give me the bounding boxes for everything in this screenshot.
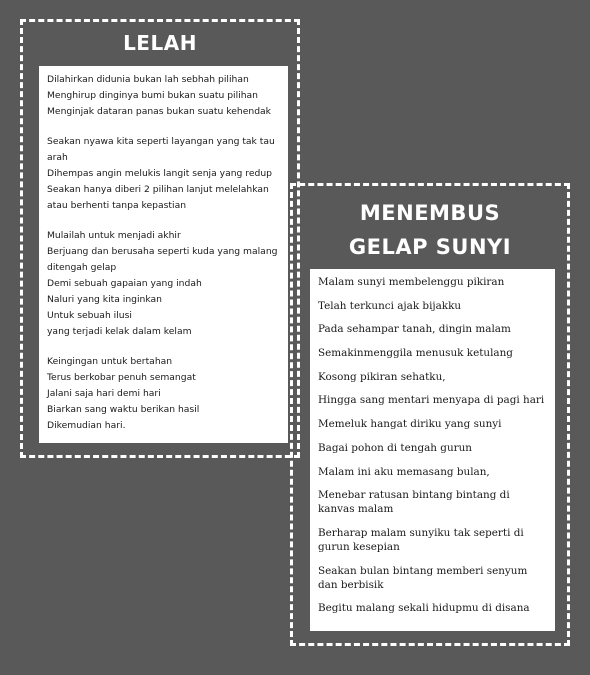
poem-line: Seakan nyawa kita seperti layangan yang tak tau arah [47,136,275,163]
poem-line: Malam sunyi membelenggu pikiran [318,276,505,288]
poem-line: Begitu malang sekali hidupmu di disana [318,602,530,615]
poem-line: Biarkan sang waktu berikan hasil [47,404,200,415]
poem-line: Seakan hanya diberi 2 pilihan lanjut melelahkan atau berhenti tanpa kepastian [47,184,269,211]
poem-line: Mulailah untuk menjadi akhir [47,230,181,241]
poem-line: Untuk sebuah ilusi [47,310,132,321]
poem-text-box [39,66,288,443]
poem-line: Kosong pikiran sehatku, [318,370,446,383]
poem-title-line-1: MENEMBUS [359,201,501,225]
poem-card-lelah [20,19,300,458]
poem-title-line-2: GELAP SUNYI [348,235,512,259]
poem-line: Seakan bulan bintang memberi senyum dan berbisik [318,564,528,591]
poem-line: Pada sehampar tanah, dingin malam [318,323,511,336]
poem-line: Demi sebuah gapaian yang indah [47,278,202,289]
poem-line: Telah terkunci ajak bijakku [318,299,462,312]
poem-line: Keingingan untuk bertahan [47,356,173,367]
poem-line: Hingga sang mentari menyapa di pagi hari [318,394,545,407]
poem-line: Terus berkobar penuh semangat [47,372,196,383]
poem-line: Berjuang dan berusaha seperti kuda yang malang ditengah gelap [47,246,278,273]
stanza [47,228,280,340]
poem-line: Dikemudian hari. [47,420,126,431]
stanza [47,134,280,214]
poem-line: yang terjadi kelak dalam kelam [47,326,192,337]
poem-line: Naluri yang kita inginkan [47,294,162,305]
poem-line: Berharap malam sunyiku tak seperti di gurun kesepian [318,526,524,553]
poem-title [293,196,567,264]
poem-card-menembus-gelap-sunyi [290,183,570,646]
stanza [47,72,280,120]
poem-line: Semakinmenggila menusuk ketulang [318,347,513,360]
poem-line: Menginjak dataran panas bukan suatu kehendak [47,106,271,117]
poem-line: Dilahirkan didunia bukan lah sebhah pilihan [47,74,249,85]
poem-line: Bagai pohon di tengah gurun [318,441,472,454]
poem-line: Menghirup dinginya bumi bukan suatu pilihan [47,90,258,101]
poem-line: Dihempas angin melukis langit senja yang redup [47,168,272,179]
stanza [47,354,280,434]
poem-line: Jalani saja hari demi hari [47,388,161,399]
poem-text-box [310,269,555,631]
poem-line: Memeluk hangat diriku yang sunyi [318,418,502,431]
poem-line: Menebar ratusan bintang bintang di kanvas malam [318,489,510,516]
poem-title: LELAH [123,31,197,55]
poem-line: Malam ini aku memasang bulan, [318,465,490,478]
